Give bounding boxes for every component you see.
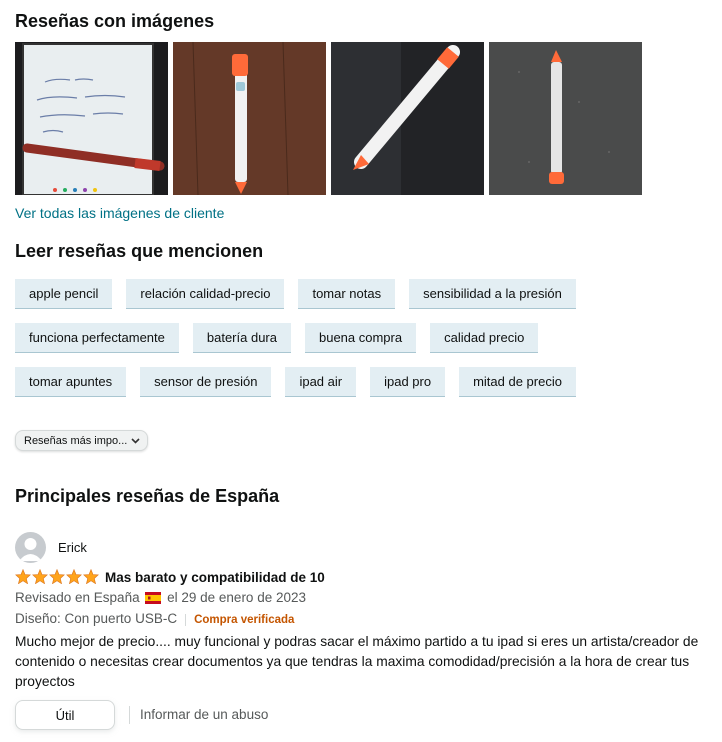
see-all-images-link[interactable]: Ver todas las imágenes de cliente	[15, 205, 225, 221]
mention-chips-row-2	[15, 323, 538, 353]
review-date: el 29 de enero de 2023	[167, 590, 306, 605]
chevron-down-icon	[130, 435, 141, 449]
report-abuse-link[interactable]: Informar de un abuso	[140, 707, 269, 722]
images-section-title: Reseñas con imágenes	[15, 11, 215, 31]
mention-chips-row-3	[15, 367, 576, 397]
sort-dropdown[interactable]	[15, 430, 148, 451]
mention-chip[interactable]: buena compra	[305, 323, 416, 353]
mention-chip[interactable]: tomar notas	[298, 279, 395, 309]
mentions-section-title: Leer reseñas que mencionen	[15, 241, 264, 261]
reviewer-name[interactable]: Erick	[58, 540, 87, 555]
review-image-pencil-dark-cover[interactable]	[331, 42, 484, 195]
reviewed-in-label: Revisado en España	[15, 590, 140, 605]
mention-chip[interactable]: sensibilidad a la presión	[409, 279, 576, 309]
mention-chip[interactable]: batería dura	[193, 323, 291, 353]
reviews-section-title: Principales reseñas de España	[15, 486, 280, 506]
review-date-line	[15, 590, 306, 607]
review-title[interactable]: Mas barato y compatibilidad de 10	[105, 570, 325, 585]
star-icon	[15, 569, 31, 584]
review-image-pencil-grey[interactable]	[489, 42, 642, 195]
mention-chip[interactable]: funciona perfectamente	[15, 323, 179, 353]
mention-chip[interactable]: ipad air	[285, 367, 356, 397]
product-variant[interactable]: Diseño: Con puerto USB-C	[15, 611, 178, 626]
review-body: Mucho mejor de precio.... muy funcional y podras sacar el máximo partido a tu ipad si eres un artista/creador de contenido o necesitas crear documentos ya que tendras la maxima comodidad/precisión a la hora de crear tus proyectos	[15, 634, 699, 689]
mention-chip[interactable]: apple pencil	[15, 279, 112, 309]
helpful-button[interactable]: Útil	[15, 700, 115, 730]
user-silhouette-icon	[15, 532, 46, 563]
star-icon	[49, 569, 65, 584]
star-rating[interactable]	[15, 569, 99, 584]
verified-purchase-badge: Compra verificada	[185, 614, 294, 626]
sort-dropdown-value: Reseñas más impo...	[24, 434, 128, 447]
mention-chip[interactable]: ipad pro	[370, 367, 445, 397]
spain-flag-icon	[145, 592, 161, 607]
mention-chip[interactable]: tomar apuntes	[15, 367, 126, 397]
review-image-pencil-wood[interactable]	[173, 42, 326, 195]
divider	[129, 706, 130, 724]
review-variant-line	[15, 611, 294, 626]
mention-chip[interactable]: relación calidad-precio	[126, 279, 284, 309]
mention-chip[interactable]: sensor de presión	[140, 367, 271, 397]
star-icon	[83, 569, 99, 584]
mention-chip[interactable]: calidad precio	[430, 323, 538, 353]
star-icon	[66, 569, 82, 584]
mention-chip[interactable]: mitad de precio	[459, 367, 576, 397]
image-thumbnails	[15, 42, 642, 195]
star-icon	[32, 569, 48, 584]
mention-chips-row-1	[15, 279, 576, 309]
avatar	[15, 532, 46, 563]
review-image-ipad-note[interactable]	[15, 42, 168, 195]
